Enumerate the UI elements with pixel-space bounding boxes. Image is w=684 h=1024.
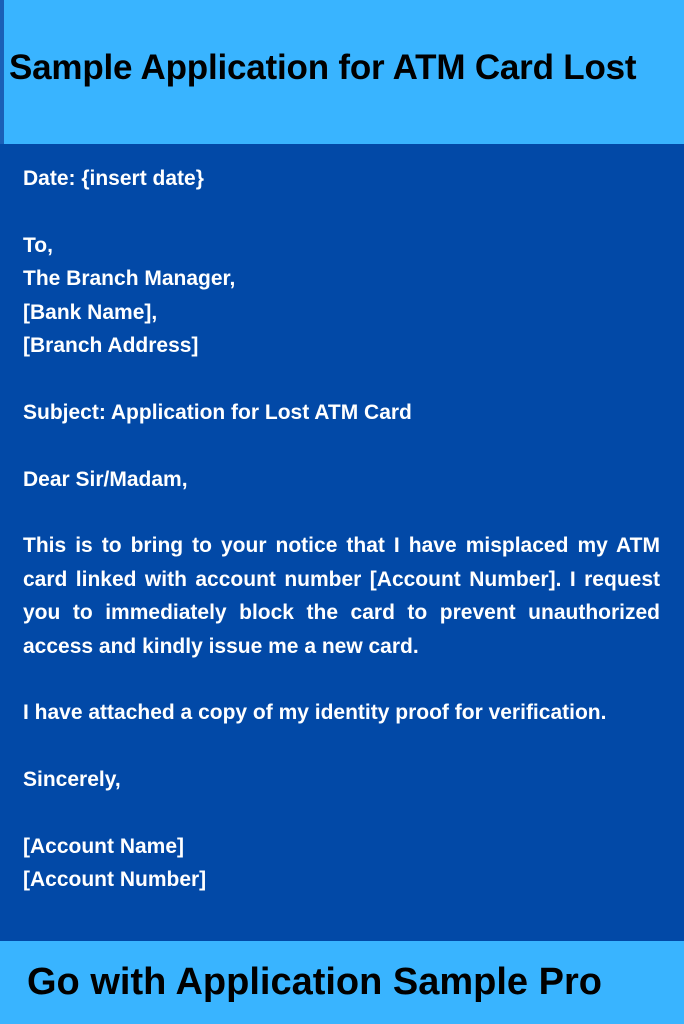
letter-account-number: [Account Number] [23, 868, 207, 892]
footer-text: Go with Application Sample Pro [27, 961, 602, 1003]
spacer [23, 663, 660, 696]
letter-account-name: [Account Name] [23, 835, 185, 859]
spacer [23, 730, 660, 763]
spacer [23, 362, 660, 395]
letter-body [23, 162, 660, 897]
header-banner [0, 0, 684, 144]
letter-to: To, [23, 233, 53, 257]
footer-banner [0, 941, 684, 1024]
letter-subject: Subject: Application for Lost ATM Card [23, 400, 412, 424]
page-title: Sample Application for ATM Card Lost [9, 48, 637, 87]
letter-recipient: The Branch Manager, [23, 267, 236, 291]
spacer [23, 496, 660, 529]
letter-closing: Sincerely, [23, 768, 121, 792]
letter-salutation: Dear Sir/Madam, [23, 467, 188, 491]
spacer [23, 797, 660, 830]
spacer [23, 195, 660, 228]
letter-body-paragraph: I have attached a copy of my identity proof for verification. [23, 701, 607, 725]
letter-date: Date: {insert date} [23, 167, 204, 190]
letter-branch-address: [Branch Address] [23, 334, 199, 358]
letter-bank-name: [Bank Name], [23, 300, 158, 324]
spacer [23, 429, 660, 462]
letter-body-paragraph: This is to bring to your notice that I have misplaced my ATM card linked with account number [Account Number]. I request you to immediately block the card to prevent unauthorized access and kindly issue me a new card. [23, 534, 660, 658]
